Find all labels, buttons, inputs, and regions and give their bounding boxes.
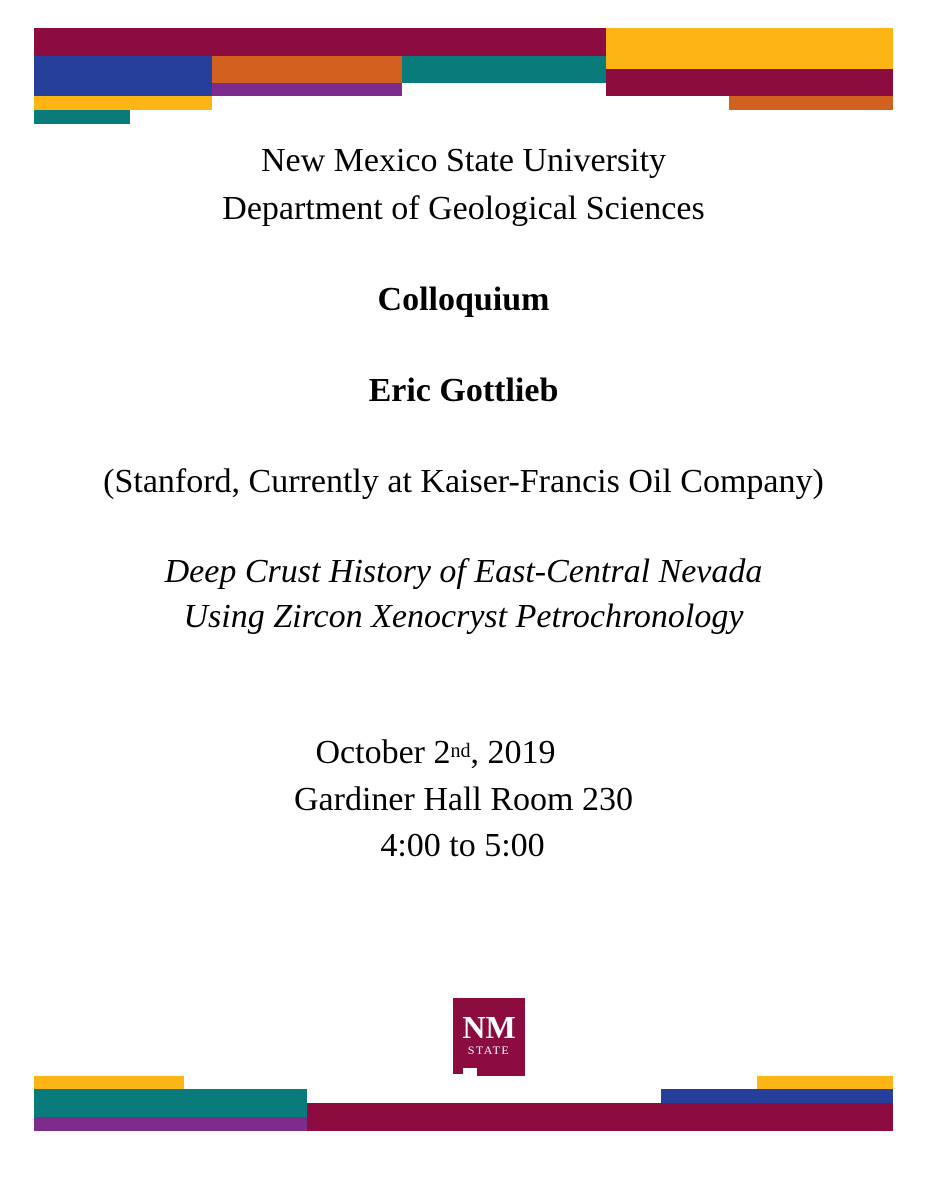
top-band-teal-small xyxy=(34,110,130,124)
bottom-band-purple xyxy=(34,1117,307,1131)
bottom-band-teal xyxy=(34,1089,307,1117)
speaker-name: Eric Gottlieb xyxy=(368,372,559,409)
talk-title-line1: Deep Crust History of East-Central Nevada xyxy=(164,553,763,590)
logo-state-text: STATE xyxy=(467,1043,511,1057)
top-band-maroon-long xyxy=(34,28,606,56)
top-band-blue xyxy=(34,56,212,96)
speaker-affiliation: (Stanford, Currently at Kaiser-Francis Oil Company) xyxy=(103,463,824,500)
date-year: , 2019 xyxy=(470,734,556,771)
date-suffix: nd xyxy=(450,740,471,762)
date-month-day: October 2 xyxy=(315,734,451,771)
event-date xyxy=(0,733,899,773)
top-band-orange xyxy=(212,56,402,83)
bottom-band-gold-right xyxy=(757,1076,893,1089)
event-type: Colloquium xyxy=(377,281,550,318)
bottom-band-blue xyxy=(661,1089,893,1103)
top-band-teal xyxy=(402,56,606,83)
top-band-orange-right xyxy=(729,96,893,110)
event-time: 4:00 to 5:00 xyxy=(380,827,545,864)
top-band-purple xyxy=(212,83,402,96)
bottom-band-gold-left xyxy=(34,1076,184,1089)
event-location: Gardiner Hall Room 230 xyxy=(294,781,633,818)
talk-title-line2: Using Zircon Xenocryst Petrochronology xyxy=(183,598,744,635)
nm-state-logo xyxy=(453,998,525,1076)
university-name: New Mexico State University xyxy=(260,142,667,179)
nm-state-logo-shape xyxy=(453,998,525,1076)
top-band-gold-right xyxy=(606,28,893,69)
top-band-maroon-right xyxy=(606,69,893,96)
bottom-band-maroon xyxy=(307,1103,893,1131)
logo-nm-text: NM xyxy=(462,1009,516,1045)
department-name: Department of Geological Sciences xyxy=(222,190,705,227)
top-band-gold-left xyxy=(34,96,212,110)
